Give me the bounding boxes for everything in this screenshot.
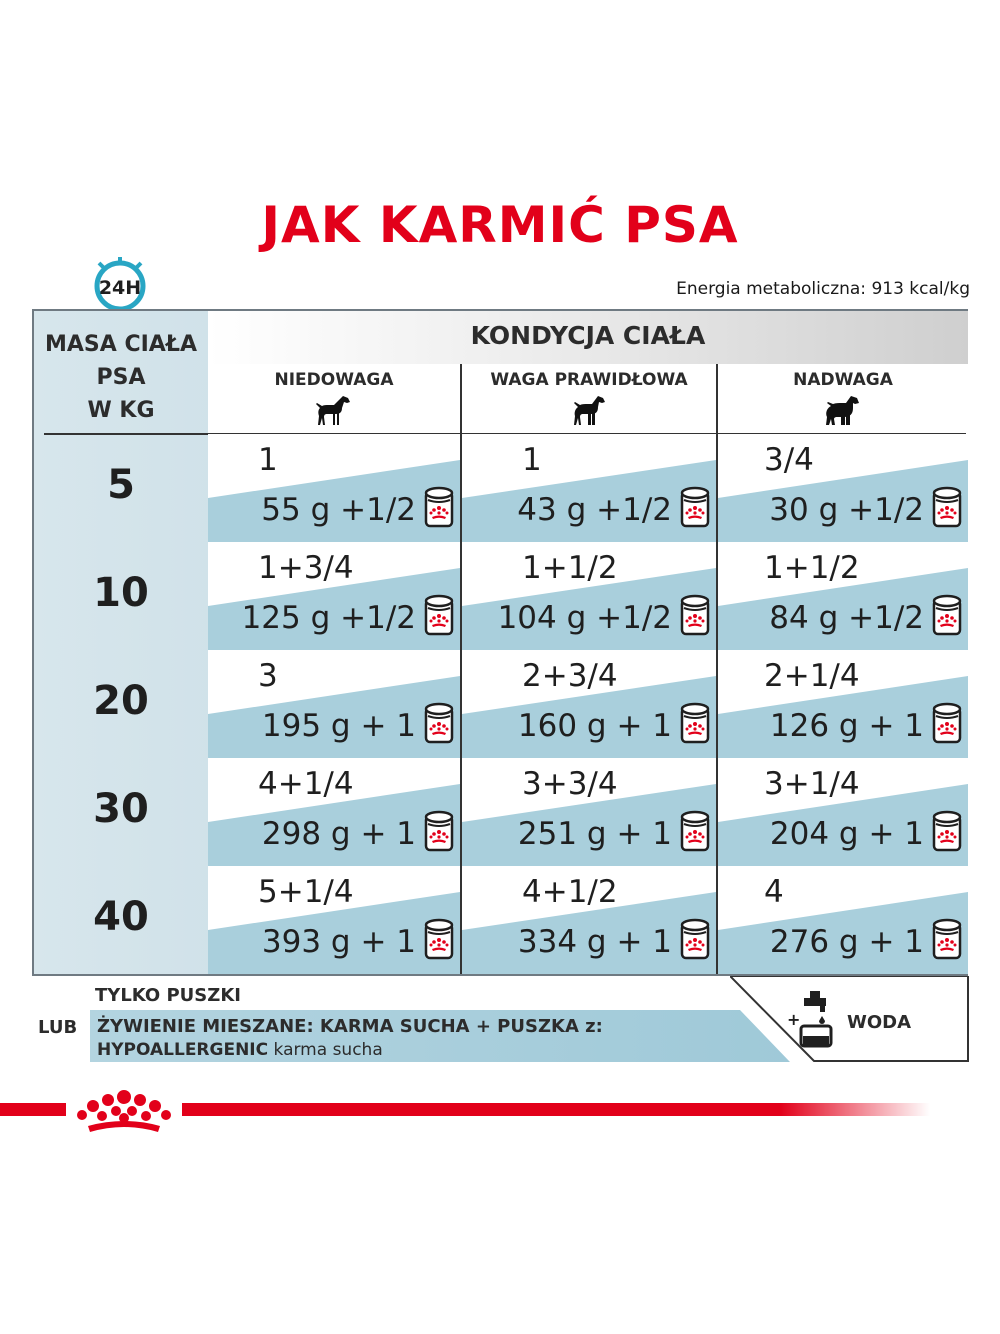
footer-lub: LUB xyxy=(38,1017,78,1038)
feeding-cell xyxy=(462,650,716,758)
wet-food-portion: 160 g + 1 xyxy=(517,708,672,744)
row-weight-kg: 5 xyxy=(107,462,135,508)
feeding-cell xyxy=(208,650,460,758)
wet-food-portion: 55 g +1/2 xyxy=(261,492,416,528)
wet-food-can-icon xyxy=(932,594,962,636)
clock-label: 24H xyxy=(98,277,142,299)
feeding-cell xyxy=(718,542,968,650)
footer-product-name: HYPOALLERGENIC xyxy=(97,1040,269,1060)
wet-food-portion: 43 g +1/2 xyxy=(517,492,672,528)
water-label: WODA xyxy=(847,1012,912,1033)
masa-header-line2: PSA xyxy=(96,365,146,390)
svg-text:+: + xyxy=(787,1010,801,1029)
feeding-cell xyxy=(462,434,716,542)
column-header-label: NIEDOWAGA xyxy=(274,370,394,390)
wet-food-can-icon xyxy=(680,702,710,744)
dry-food-portion: 4+1/2 xyxy=(522,874,618,910)
dry-food-portion: 1+1/2 xyxy=(764,550,860,586)
wet-food-can-icon xyxy=(680,486,710,528)
dog-underweight-icon xyxy=(316,394,352,428)
feeding-cell xyxy=(208,542,460,650)
wet-food-can-icon xyxy=(932,702,962,744)
masa-header xyxy=(34,328,208,427)
footer-tylko-puszki: TYLKO PUSZKI xyxy=(95,985,241,1006)
row-weight-kg: 10 xyxy=(93,570,149,616)
wet-food-portion: 195 g + 1 xyxy=(261,708,416,744)
column-header-niedowaga xyxy=(208,364,460,434)
dry-food-portion: 1+1/2 xyxy=(522,550,618,586)
wet-food-can-icon xyxy=(424,702,454,744)
column-header-waga-prawidlowa xyxy=(462,364,716,434)
energy-info: Energia metaboliczna: 913 kcal/kg xyxy=(676,279,970,299)
royal-canin-crown-icon xyxy=(66,1088,182,1138)
wet-food-portion: 298 g + 1 xyxy=(261,816,416,852)
feeding-cell xyxy=(718,434,968,542)
feeding-cell xyxy=(718,758,968,866)
feeding-cell xyxy=(462,866,716,974)
wet-food-portion: 84 g +1/2 xyxy=(769,600,924,636)
dry-food-portion: 3/4 xyxy=(764,442,814,478)
kondycja-header: KONDYCJA CIAŁA xyxy=(470,321,706,350)
wet-food-can-icon xyxy=(424,594,454,636)
wet-food-can-icon xyxy=(424,810,454,852)
dog-normal-icon xyxy=(571,394,607,428)
column-header-label: NADWAGA xyxy=(793,370,893,390)
wet-food-can-icon xyxy=(932,486,962,528)
feeding-table xyxy=(32,309,968,976)
dry-food-portion: 2+3/4 xyxy=(522,658,618,694)
dry-food-portion: 5+1/4 xyxy=(258,874,354,910)
wet-food-can-icon xyxy=(680,918,710,960)
row-weight-kg: 20 xyxy=(93,678,149,724)
column-header-nadwaga xyxy=(718,364,968,434)
clock-24h-icon xyxy=(80,256,160,312)
footer-mixed-line2 xyxy=(97,1040,383,1060)
dry-food-portion: 4 xyxy=(764,874,784,910)
page-title: JAK KARMIĆ PSA xyxy=(261,196,739,254)
wet-food-portion: 251 g + 1 xyxy=(517,816,672,852)
wet-food-can-icon xyxy=(932,918,962,960)
footer-mixed-rest: karma sucha xyxy=(268,1040,383,1060)
feeding-cell xyxy=(208,758,460,866)
dry-food-portion: 1 xyxy=(258,442,278,478)
feeding-cell xyxy=(208,434,460,542)
dry-food-portion: 1 xyxy=(522,442,542,478)
wet-food-portion: 126 g + 1 xyxy=(769,708,924,744)
wet-food-can-icon xyxy=(680,810,710,852)
dog-overweight-icon xyxy=(825,394,861,428)
wet-food-can-icon xyxy=(932,810,962,852)
footer-mixed-line1: ŻYWIENIE MIESZANE: KARMA SUCHA + PUSZKA z: xyxy=(97,1016,603,1037)
row-weight-kg: 30 xyxy=(93,786,149,832)
wet-food-can-icon xyxy=(424,918,454,960)
wet-food-portion: 125 g +1/2 xyxy=(241,600,416,636)
dry-food-portion: 4+1/4 xyxy=(258,766,354,802)
dry-food-portion: 3 xyxy=(258,658,278,694)
wet-food-portion: 30 g +1/2 xyxy=(769,492,924,528)
row-weight-kg: 40 xyxy=(93,894,149,940)
masa-header-line1: MASA CIAŁA xyxy=(45,332,197,357)
feeding-cell xyxy=(462,758,716,866)
dry-food-portion: 3+1/4 xyxy=(764,766,860,802)
wet-food-portion: 204 g + 1 xyxy=(769,816,924,852)
column-header-label: WAGA PRAWIDŁOWA xyxy=(490,370,688,390)
masa-header-line3: W KG xyxy=(87,398,155,423)
feeding-cell xyxy=(208,866,460,974)
wet-food-can-icon xyxy=(680,594,710,636)
wet-food-can-icon xyxy=(424,486,454,528)
dry-food-portion: 2+1/4 xyxy=(764,658,860,694)
feeding-cell xyxy=(718,650,968,758)
wet-food-portion: 104 g +1/2 xyxy=(497,600,672,636)
feeding-cell xyxy=(462,542,716,650)
dry-food-portion: 3+3/4 xyxy=(522,766,618,802)
wet-food-portion: 276 g + 1 xyxy=(769,924,924,960)
dry-food-portion: 1+3/4 xyxy=(258,550,354,586)
wet-food-portion: 393 g + 1 xyxy=(261,924,416,960)
wet-food-portion: 334 g + 1 xyxy=(517,924,672,960)
feeding-cell xyxy=(718,866,968,974)
